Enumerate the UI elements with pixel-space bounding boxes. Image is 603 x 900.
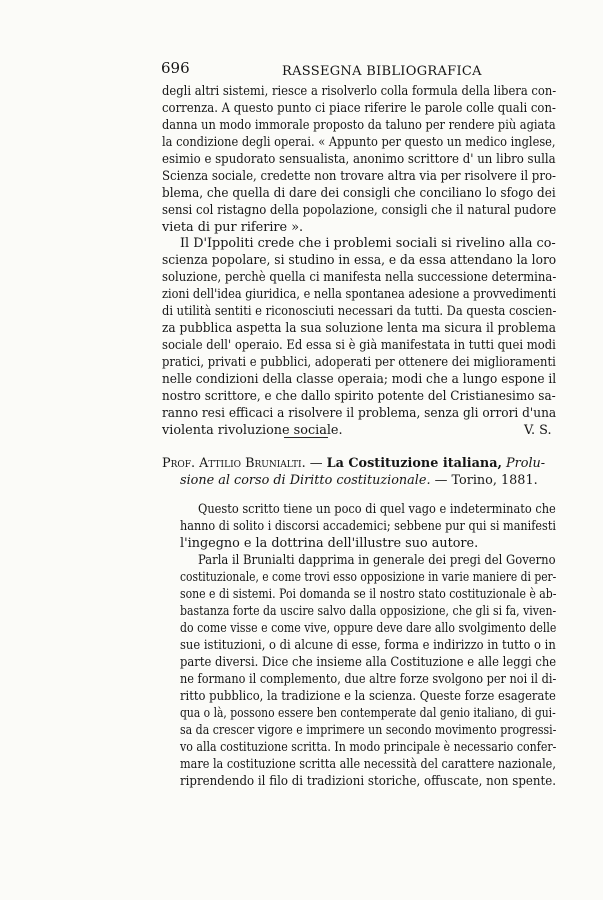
text-line: bastanza forte da uscire salvo dalla opposizione, che gli si fa, viven-	[180, 604, 557, 619]
text-line: sue istituzioni, o di alcune di esse, forma e indirizzo in tutto o in	[180, 638, 556, 653]
citation-line	[162, 455, 545, 472]
signature: V. S.	[524, 423, 552, 438]
citation-title: La Costituzione italiana,	[326, 456, 502, 471]
text-line: la condizione degli operai. « Appunto per questo un medico inglese,	[162, 135, 556, 150]
citation-place-date: — Torino, 1881.	[430, 473, 538, 488]
text-line: parte diversi. Dice che insieme alla Costituzione e alle leggi che	[180, 655, 557, 670]
text-line: za pubblica aspetta la sua soluzione lenta ma sicura il problema	[162, 321, 556, 336]
text-line: scienza popolare, si studino in essa, e da essa attendano la loro	[162, 253, 557, 268]
text-line: Scienza sociale, credette non trovare altra via per risolvere il pro-	[162, 169, 557, 184]
text-line: ranno resi efficaci a risolvere il problema, senza gli orrori d'una	[162, 406, 557, 421]
text-line: qua o là, possono essere ben contemperate dal genio italiano, di gui-	[180, 706, 556, 721]
page-number: 696	[161, 59, 190, 77]
text-line: Questo scritto tiene un poco di quel vago e indeterminato che	[198, 502, 556, 517]
text-line: riprendendo il filo di tradizioni storiche, offuscate, non spente.	[180, 774, 557, 789]
text-line: ne formano il complemento, due altre forze svolgono per noi il di-	[180, 672, 557, 687]
text-line: vo alla costituzione scritta. In modo principale è necessario confer-	[180, 740, 557, 755]
running-title: RASSEGNA BIBLIOGRAFICA	[282, 64, 482, 79]
text-line: zioni dell'idea giuridica, e nella spontanea adesione a provvedimenti	[162, 287, 557, 302]
text-line: nostro scrittore, e che dallo spirito potente del Cristianesimo sa-	[162, 389, 556, 404]
text-line: blema, che quella di dare dei consigli che conciliano lo sfogo dei	[162, 186, 556, 201]
text-line: l'ingegno e la dottrina dell'illustre suo autore.	[180, 536, 479, 551]
text-line: esimio e spudorato sensualista, anonimo scrittore d' un libro sulla	[162, 152, 556, 167]
text-line: pratici, privati e pubblici, adoperati per ottenere dei miglioramenti	[162, 355, 556, 370]
text-line: Il D'Ippoliti crede che i problemi sociali si rivelino alla co-	[180, 236, 556, 251]
citation-line	[180, 472, 538, 489]
text-line: do come visse e come vive, oppure deve dare allo svolgimento delle	[180, 621, 557, 636]
text-line: sensi col ristagno della popolazione, consigli che il natural pudore	[162, 203, 557, 218]
text-line: mare la costituzione scritta alle necessità del carattere nazionale,	[180, 757, 556, 772]
citation-subtitle: sione al corso di Diritto costituzionale.	[180, 473, 431, 488]
citation-author: Prof. Attilio Brunialti.	[162, 456, 306, 471]
text-line: di utilità sentiti e riconosciuti necessari da tutti. Da questa coscien-	[162, 304, 557, 319]
section-divider	[284, 437, 328, 438]
citation-subtitle-start: Prolu-	[501, 456, 546, 471]
text-line: correnza. A questo punto ci piace riferire le parole colle quali con-	[162, 101, 556, 116]
citation-dash: —	[305, 456, 327, 471]
text-line: hanno di solito i discorsi accademici; sebbene pur qui si manifesti	[180, 519, 556, 534]
text-line: costituzionale, e come trovi esso opposizione in varie maniere di per-	[180, 570, 557, 585]
text-line: Parla il Brunialti dapprima in generale dei pregi del Governo	[198, 553, 556, 568]
text-line: nelle condizioni della classe operaia; modi che a lungo espone il	[162, 372, 557, 387]
text-line: degli altri sistemi, riesce a risolverlo colla formula della libera con-	[162, 84, 557, 99]
text-line: vieta di pur riferire ».	[162, 220, 304, 235]
text-line: ritto pubblico, la tradizione e la scienza. Queste forze esagerate	[180, 689, 556, 704]
text-line: sa da crescer vigore e imprimere un secondo movimento progressi-	[180, 723, 557, 738]
text-line: soluzione, perchè quella ci manifesta nella successione determina-	[162, 270, 557, 285]
text-line: sone e di sistemi. Poi domanda se il nostro stato costituzionale è ab-	[180, 587, 557, 602]
text-line: sociale dell' operaio. Ed essa si è già manifestata in tutti quei modi	[162, 338, 556, 353]
text-line: violenta rivoluzione sociale.	[162, 423, 343, 438]
text-line: danna un modo immorale proposto da taluno per rendere più agiata	[162, 118, 556, 133]
